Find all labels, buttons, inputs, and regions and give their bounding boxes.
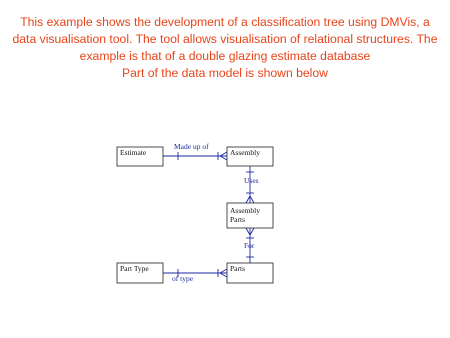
entity-assembly[interactable]: [227, 147, 273, 166]
entity-estimate[interactable]: [117, 147, 163, 166]
entity-parts-label: Parts: [230, 264, 245, 273]
entity-part-type-label: Part Type: [120, 264, 149, 273]
relationship-of-type-label: of type: [172, 274, 194, 283]
relationship-made-up-of-label: Made up of: [174, 142, 209, 151]
entity-assembly-parts-label-2: Parts: [230, 215, 245, 224]
relationship-made-up-of[interactable]: [163, 152, 227, 160]
relationship-for-label: For: [244, 241, 255, 250]
entity-estimate-label: Estimate: [120, 148, 147, 157]
relationship-uses-label: Uses: [244, 176, 259, 185]
entity-parts[interactable]: [227, 263, 273, 283]
caption-line-4: Part of the data model is shown below: [122, 66, 328, 80]
caption-line-2: data visualisation tool. The tool allows visualisation of relational structures. The: [12, 32, 438, 46]
entity-assembly-parts[interactable]: [227, 203, 273, 228]
entity-assembly-parts-label-1: Assembly: [230, 206, 260, 215]
entity-part-type[interactable]: [117, 263, 163, 283]
caption-line-1: This example shows the development of a classification tree using DMVis, a: [20, 15, 430, 29]
caption-line-3: example is that of a double glazing estimate database: [79, 49, 371, 63]
entity-assembly-label: Assembly: [230, 148, 260, 157]
